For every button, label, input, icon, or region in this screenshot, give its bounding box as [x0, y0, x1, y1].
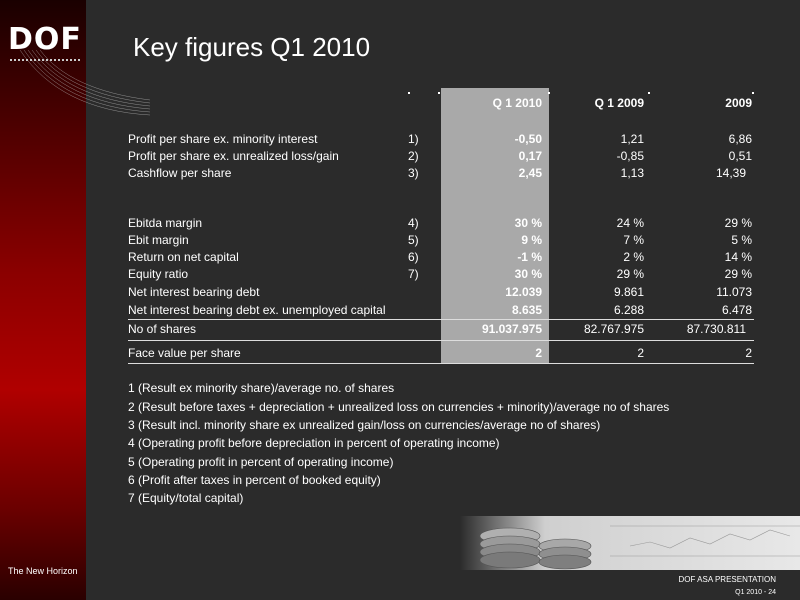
dof-logo: DOF: [8, 22, 82, 57]
row-divider: [128, 363, 754, 364]
cell-2009: 87.730.811: [686, 322, 746, 336]
tagline: The New Horizon: [8, 566, 78, 576]
cell-q1-2010: 30 %: [514, 267, 542, 281]
cell-2009: 6,86: [728, 132, 752, 146]
table-row: [128, 250, 754, 267]
cell-2009: 11.073: [716, 285, 752, 299]
cell-q1-2009: 7 %: [623, 233, 644, 247]
cell-q1-2009: 2 %: [623, 250, 644, 264]
table-row: [128, 322, 754, 339]
table-row: [128, 267, 754, 284]
cell-2009: 0,51: [728, 149, 752, 163]
table-row: [128, 149, 754, 166]
table-row: [128, 216, 754, 233]
table-row: [128, 303, 754, 320]
cell-q1-2009: -0,85: [616, 149, 644, 163]
dot-marker: [648, 92, 650, 94]
dot-marker: [438, 92, 440, 94]
cell-q1-2009: 82.767.975: [583, 322, 644, 336]
cell-2009: 6.478: [721, 303, 752, 317]
cell-q1-2010: 30 %: [514, 216, 542, 230]
footnote: 6 (Profit after taxes in percent of booked equity): [128, 473, 381, 487]
cell-q1-2010: 12.039: [505, 285, 542, 299]
cell-2009: 14 %: [724, 250, 752, 264]
cell-2009: 29 %: [724, 216, 752, 230]
row-label: Net interest bearing debt ex. unemployed capital: [128, 303, 386, 317]
cell-q1-2010: 2,45: [518, 166, 542, 180]
row-note: 7): [408, 267, 419, 281]
footnote: 7 (Equity/total capital): [128, 491, 244, 505]
footnote: 5 (Operating profit in percent of operating income): [128, 455, 394, 469]
row-note: 6): [408, 250, 419, 264]
cell-q1-2009: 24 %: [616, 216, 644, 230]
row-label: Face value per share: [128, 346, 241, 360]
footer-presentation: DOF ASA PRESENTATION: [678, 575, 776, 584]
cell-q1-2009: 9.861: [613, 285, 644, 299]
footnote: 3 (Result incl. minority share ex unrealized gain/loss on currencies/average no of shares): [128, 418, 601, 432]
cell-q1-2009: 6.288: [613, 303, 644, 317]
row-divider: [128, 319, 754, 320]
cell-2009: 29 %: [724, 267, 752, 281]
cell-q1-2010: 9 %: [521, 233, 542, 247]
dot-marker: [752, 92, 754, 94]
cell-q1-2010: 2: [535, 346, 542, 360]
cell-q1-2009: 29 %: [616, 267, 644, 281]
cell-q1-2010: 91.037.975: [481, 322, 542, 336]
row-label: Ebitda margin: [128, 216, 203, 230]
footer-page-number: Q1 2010 - 24: [735, 589, 776, 596]
header-2009: 2009: [725, 96, 752, 110]
header-q1-2010: Q 1 2010: [492, 96, 542, 110]
footnote: 1 (Result ex minority share)/average no. of shares: [128, 381, 395, 395]
footnote: 2 (Result before taxes + depreciation + unrealized loss on currencies + minority)/average no of shares: [128, 400, 670, 414]
table-row: [128, 346, 754, 363]
row-note: 3): [408, 166, 419, 180]
row-label: Profit per share ex. minority interest: [128, 132, 318, 146]
table-row: [128, 166, 754, 183]
row-label: Return on net capital: [128, 250, 239, 264]
row-divider: [128, 340, 754, 341]
cell-q1-2010: -0,50: [514, 132, 542, 146]
row-label: Ebit margin: [128, 233, 189, 247]
cell-q1-2009: 1,13: [620, 166, 644, 180]
cell-2009: 2: [745, 346, 752, 360]
table-header-row: [128, 96, 754, 113]
cell-q1-2010: 8.635: [511, 303, 542, 317]
cell-q1-2009: 2: [637, 346, 644, 360]
page-title: Key figures Q1 2010: [133, 32, 371, 62]
header-q1-2009: Q 1 2009: [594, 96, 644, 110]
dot-marker: [408, 92, 410, 94]
row-note: 4): [408, 216, 419, 230]
row-note: 2): [408, 149, 419, 163]
row-label: Equity ratio: [128, 267, 189, 281]
table-row: [128, 132, 754, 149]
row-label: No of shares: [128, 322, 197, 336]
table-row: [128, 233, 754, 250]
row-label: Net interest bearing debt: [128, 285, 260, 299]
footnote: 4 (Operating profit before depreciation in percent of operating income): [128, 436, 500, 450]
row-note: 5): [408, 233, 419, 247]
cell-q1-2010: -1 %: [517, 250, 542, 264]
cell-2009: 5 %: [731, 233, 752, 247]
dot-marker: [548, 92, 550, 94]
row-label: Cashflow per share: [128, 166, 232, 180]
cell-q1-2009: 1,21: [620, 132, 644, 146]
coins-chart-image: [460, 516, 800, 570]
cell-2009: 14,39: [715, 166, 746, 180]
table-row: [128, 285, 754, 302]
row-label: Profit per share ex. unrealized loss/gain: [128, 149, 339, 163]
row-note: 1): [408, 132, 419, 146]
cell-q1-2010: 0,17: [518, 149, 542, 163]
